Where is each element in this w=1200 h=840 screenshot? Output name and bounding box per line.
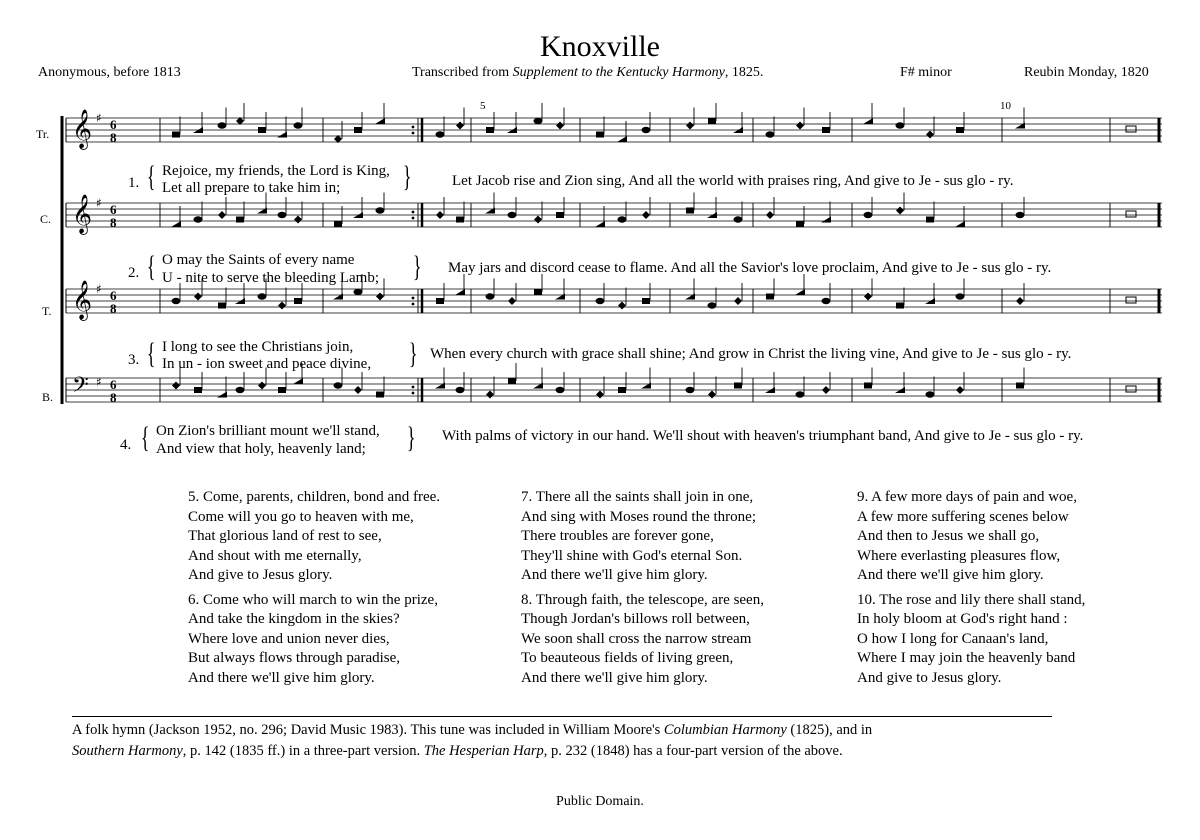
time-signature-bottom: 8: [110, 390, 117, 405]
verse-3-line-b: In un - ion sweet and peace divine,: [162, 356, 372, 372]
stanza-line: That glorious land of rest to see,: [188, 528, 382, 544]
notehead-square: [896, 303, 904, 309]
notehead-square: [486, 127, 494, 133]
sharp-icon: ♯: [96, 196, 102, 210]
notehead-round: [534, 118, 543, 124]
stanza-line: 10. The rose and lily there shall stand,: [857, 591, 1086, 608]
notehead-round: [896, 122, 905, 128]
staff-label-counter: C.: [40, 212, 52, 226]
notehead-triangle: [533, 383, 543, 389]
staff-label-tenor: T.: [42, 304, 52, 318]
notehead-round: [708, 302, 717, 308]
verse-4-line-b: And view that holy, heavenly land;: [156, 441, 366, 457]
notehead-diamond: [258, 382, 266, 390]
brace-close-icon: }: [412, 250, 422, 283]
notehead-square: [1016, 383, 1024, 389]
repeat-dot: [412, 386, 415, 389]
verse-1-continuation: Let Jacob rise and Zion sing, And all the world with praises ring, And give to Je - sus glo - ry.: [452, 173, 1014, 189]
footnote-book-title: Southern Harmony: [72, 743, 183, 759]
stanza-line: And shout with me eternally,: [188, 547, 362, 564]
treble-clef-icon: 𝄞: [72, 280, 93, 320]
tune-attribution: Reubin Monday, 1820: [1024, 65, 1149, 80]
notehead-square: [796, 221, 804, 227]
notehead-diamond: [686, 122, 694, 130]
notehead-diamond: [708, 391, 716, 399]
repeat-dot: [412, 132, 415, 135]
notehead-square: [258, 127, 266, 133]
notehead-diamond: [822, 386, 830, 394]
bass-clef-icon: 𝄢: [72, 373, 89, 403]
notehead-square: [926, 217, 934, 223]
repeat-dot: [412, 303, 415, 306]
verse-4-number: 4.: [120, 437, 132, 453]
notehead-square: [172, 132, 180, 138]
footnote-divider: [72, 716, 1052, 717]
notehead-triangle: [293, 378, 303, 384]
notehead-square: [956, 127, 964, 133]
notehead-square: [556, 212, 564, 218]
verse-3-continuation: When every church with grace shall shine; And grow in Christ the living vine, And give to Je - sus glo - ry.: [430, 346, 1072, 362]
notehead-round: [278, 212, 287, 218]
repeat-dot: [412, 217, 415, 220]
notehead-triangle: [685, 294, 695, 300]
notehead-diamond: [596, 391, 604, 399]
notehead-triangle: [795, 289, 805, 295]
notehead-square: [194, 387, 202, 393]
brace-open-icon: {: [146, 337, 156, 370]
stanza-line: Though Jordan's billows roll between,: [521, 611, 750, 627]
notehead-round: [172, 298, 181, 304]
notehead-round: [456, 387, 465, 393]
stanza-line: A few more suffering scenes below: [857, 508, 1069, 525]
notehead-round: [796, 391, 805, 397]
measure-number-5: 5: [480, 100, 486, 112]
hymn-title: Knoxville: [540, 30, 660, 63]
footnote-text: , p. 232 (1848) has a four-part version of the above.: [543, 743, 843, 759]
time-signature-top: 6: [110, 288, 117, 303]
notehead-whole: [1126, 297, 1136, 303]
notehead-round: [294, 122, 303, 128]
notehead-diamond: [864, 293, 872, 301]
notehead-triangle: [217, 392, 227, 398]
notehead-triangle: [595, 221, 605, 227]
notehead-square: [456, 217, 464, 223]
notehead-square: [508, 378, 516, 384]
notehead-diamond: [486, 391, 494, 399]
verse-2-number: 2.: [128, 265, 140, 281]
stanza-line: And there we'll give him glory.: [521, 567, 708, 583]
notehead-square: [376, 392, 384, 398]
sharp-icon: ♯: [96, 282, 102, 296]
stanza-line: 5. Come, parents, children, bond and free.: [188, 489, 441, 505]
notehead-triangle: [641, 383, 651, 389]
notehead-diamond: [926, 131, 934, 139]
notehead-triangle: [375, 118, 385, 124]
stanza-line: And take the kingdom in the skies?: [188, 611, 400, 627]
stanza-line: Where love and union never dies,: [188, 630, 390, 647]
time-signature-top: 6: [110, 202, 117, 217]
notehead-round: [194, 216, 203, 222]
stanza-line: And give to Jesus glory.: [188, 567, 333, 583]
notehead-round: [642, 127, 651, 133]
license-note: Public Domain.: [556, 794, 644, 809]
stanza-block-5-6: [188, 488, 440, 688]
verse-1-line-a: Rejoice, my friends, the Lord is King,: [162, 163, 390, 179]
notehead-triangle: [333, 294, 343, 300]
verse-2-continuation: May jars and discord cease to flame. And all the Savior's love proclaim, And give to Je - sus glo - ry.: [448, 260, 1052, 276]
notehead-square: [278, 387, 286, 393]
stanza-line: To beauteous fields of living green,: [521, 650, 734, 666]
treble-clef-icon: 𝄞: [72, 194, 93, 234]
notehead-triangle: [863, 118, 873, 124]
notehead-triangle: [435, 383, 445, 389]
notehead-diamond: [278, 302, 286, 310]
notehead-round: [926, 391, 935, 397]
text-attribution: Anonymous, before 1813: [38, 65, 181, 80]
stanza-line: 9. A few more days of pain and woe,: [857, 489, 1077, 505]
sharp-icon: ♯: [96, 111, 102, 125]
notehead-diamond: [734, 297, 742, 305]
footnote-book-title: The Hesperian Harp: [423, 743, 544, 759]
notehead-triangle: [955, 221, 965, 227]
stanza-line: We soon shall cross the narrow stream: [521, 630, 752, 647]
repeat-dot: [412, 297, 415, 300]
notehead-diamond: [436, 211, 444, 219]
notehead-square: [236, 217, 244, 223]
notehead-diamond: [896, 207, 904, 215]
notehead-diamond: [294, 216, 302, 224]
notehead-round: [1016, 212, 1025, 218]
notehead-round: [734, 216, 743, 222]
notehead-diamond: [172, 382, 180, 390]
notehead-round: [486, 293, 495, 299]
notehead-square: [642, 298, 650, 304]
stanza-line: In holy bloom at God's right hand :: [857, 611, 1068, 627]
notehead-round: [618, 216, 627, 222]
notehead-square: [734, 383, 742, 389]
notehead-round: [376, 207, 385, 213]
verse-4-continuation: With palms of victory in our hand. We'll shout with heaven's triumphant band, And give to Je - sus glo - ry.: [442, 428, 1084, 444]
notehead-round: [354, 289, 363, 295]
verse-2-line-b: U - nite to serve the bleeding Lamb;: [162, 270, 380, 286]
notehead-round: [822, 298, 831, 304]
stanza-line: There troubles are forever gone,: [521, 528, 714, 544]
notehead-diamond: [1016, 297, 1024, 305]
treble-clef-icon: 𝄞: [72, 109, 93, 149]
brace-close-icon: }: [408, 337, 418, 370]
notehead-round: [956, 293, 965, 299]
notehead-square: [294, 298, 302, 304]
notehead-triangle: [617, 136, 627, 142]
notehead-round: [686, 387, 695, 393]
verse-4-line-a: On Zion's brilliant mount we'll stand,: [156, 423, 380, 439]
measure-number-10: 10: [1000, 100, 1011, 112]
notehead-diamond: [354, 386, 362, 394]
notehead-round: [218, 122, 227, 128]
notehead-triangle: [821, 217, 831, 223]
notehead-whole: [1126, 386, 1136, 392]
notehead-square: [218, 303, 226, 309]
stanza-line: They'll shine with God's eternal Son.: [521, 547, 743, 564]
footnote-book-title: Columbian Harmony: [663, 722, 787, 738]
brace-close-icon: }: [406, 421, 416, 454]
notehead-diamond: [796, 122, 804, 130]
repeat-dot: [412, 211, 415, 214]
stanza-block-7-8: [521, 488, 764, 688]
stanza-line: 6. Come who will march to win the prize,: [188, 591, 438, 608]
notehead-square: [354, 127, 362, 133]
footnote: [72, 720, 1152, 762]
brace-open-icon: {: [146, 160, 156, 193]
notehead-diamond: [956, 386, 964, 394]
notehead-square: [618, 387, 626, 393]
notehead-triangle: [171, 221, 181, 227]
stanza-line: And there we'll give him glory.: [857, 567, 1044, 583]
verse-1-number: 1.: [128, 175, 140, 191]
notehead-round: [436, 131, 445, 137]
stanza-line: Where I may join the heavenly band: [857, 650, 1076, 666]
notehead-square: [596, 132, 604, 138]
notehead-triangle: [555, 294, 565, 300]
notehead-round: [556, 387, 565, 393]
key-signature-label: F# minor: [900, 65, 952, 80]
stanza-block-9-10: [857, 488, 1085, 688]
repeat-dot: [412, 126, 415, 129]
stanza-line: And sing with Moses round the throne;: [521, 508, 756, 525]
verse-1-line-b: Let all prepare to take him in;: [162, 180, 341, 196]
notehead-round: [508, 212, 517, 218]
stanza-line: And there we'll give him glory.: [521, 669, 708, 686]
source-title: Supplement to the Kentucky Harmony: [512, 65, 725, 80]
notehead-diamond: [766, 211, 774, 219]
stanza-line: 7. There all the saints shall join in one,: [521, 489, 754, 505]
notehead-round: [334, 382, 343, 388]
time-signature-top: 6: [110, 117, 117, 132]
notehead-square: [534, 289, 542, 295]
notehead-triangle: [1015, 123, 1025, 129]
verse-3-number: 3.: [128, 352, 140, 368]
notehead-diamond: [556, 122, 564, 130]
notehead-square: [766, 294, 774, 300]
notehead-diamond: [376, 293, 384, 301]
notehead-round: [766, 131, 775, 137]
notehead-triangle: [257, 208, 267, 214]
notehead-triangle: [485, 208, 495, 214]
notehead-square: [686, 208, 694, 214]
notehead-round: [864, 212, 873, 218]
notehead-diamond: [456, 122, 464, 130]
notehead-square: [708, 118, 716, 124]
notehead-diamond: [642, 211, 650, 219]
notehead-triangle: [277, 132, 287, 138]
notehead-square: [822, 127, 830, 133]
footnote-text: , p. 142 (1835 ff.) in a three-part version.: [182, 743, 424, 759]
stanza-line: And there we'll give him glory.: [188, 669, 375, 686]
notehead-round: [258, 293, 267, 299]
notehead-diamond: [508, 297, 516, 305]
notehead-diamond: [618, 302, 626, 310]
notehead-triangle: [455, 289, 465, 295]
source-prefix: Transcribed from: [412, 65, 513, 80]
verse-2-line-a: O may the Saints of every name: [162, 252, 355, 268]
time-signature-top: 6: [110, 377, 117, 392]
notehead-round: [236, 387, 245, 393]
stanza-line: And then to Jesus we shall go,: [857, 528, 1040, 544]
stanza-line: Where everlasting pleasures flow,: [857, 547, 1061, 564]
notehead-diamond: [194, 293, 202, 301]
source-suffix: , 1825.: [724, 65, 764, 80]
stanza-line: Come will you go to heaven with me,: [188, 508, 414, 525]
brace-open-icon: {: [146, 250, 156, 283]
notehead-round: [596, 298, 605, 304]
notehead-whole: [1126, 126, 1136, 132]
notehead-diamond: [534, 216, 542, 224]
notehead-square: [334, 221, 342, 227]
footnote-text: (1825), and in: [786, 722, 873, 738]
stanza-line: 8. Through faith, the telescope, are seen,: [521, 591, 764, 608]
stanza-line: And give to Jesus glory.: [857, 669, 1002, 686]
staff-label-treble: Tr.: [36, 127, 50, 141]
stanza-line: But always flows through paradise,: [188, 650, 401, 666]
notehead-whole: [1126, 211, 1136, 217]
time-signature-bottom: 8: [110, 301, 117, 316]
notehead-square: [436, 298, 444, 304]
verse-3-line-a: I long to see the Christians join,: [162, 339, 354, 355]
time-signature-bottom: 8: [110, 215, 117, 230]
sharp-icon: ♯: [96, 375, 102, 389]
notehead-diamond: [218, 211, 226, 219]
brace-close-icon: }: [402, 160, 412, 193]
staff-label-bass: B.: [42, 390, 54, 404]
stanza-line: O how I long for Canaan's land,: [857, 630, 1049, 647]
repeat-dot: [412, 392, 415, 395]
notehead-square: [864, 383, 872, 389]
time-signature-bottom: 8: [110, 130, 117, 145]
brace-open-icon: {: [140, 421, 150, 454]
footnote-text: A folk hymn (Jackson 1952, no. 296; David Music 1983). This tune was included in William Moore's: [72, 722, 664, 738]
